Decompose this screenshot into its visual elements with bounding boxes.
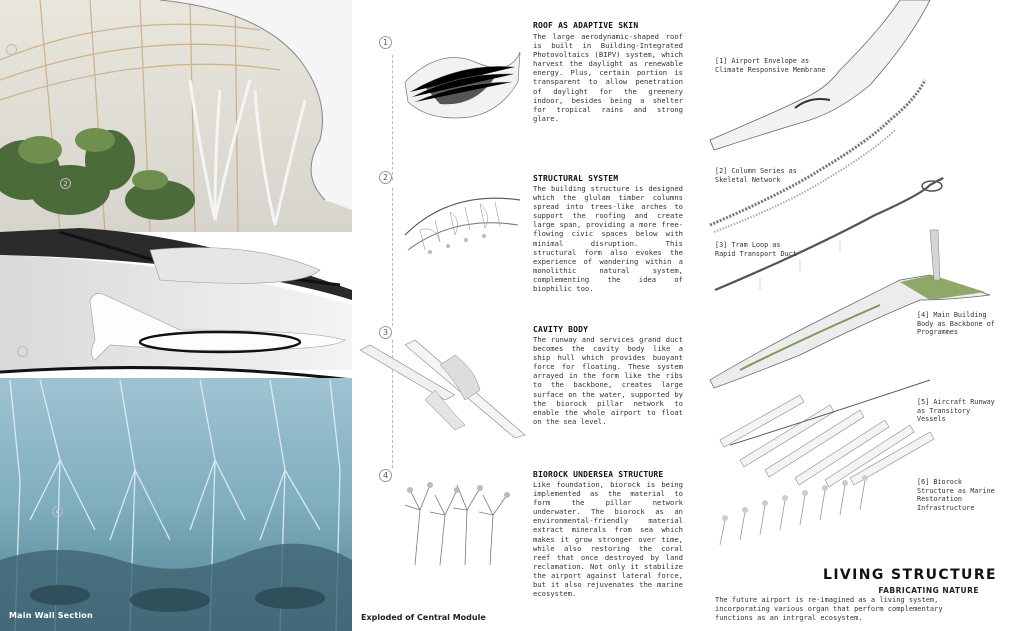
block-body-roof: The large aerodynamic-shaped roof is built in Building-Integrated Photovoltaics (BIPV) system, which harvest the daylight as renewable energy. Plus, certain portion is transparent to allow penetration of daylight for the greenery indoor, besides being a shelter for tropical rains and strong glare. xyxy=(533,32,683,123)
layer-label-main-body: [4] Main Building Body as Backbone of Programmes xyxy=(917,311,995,336)
biorock-drawing xyxy=(395,470,520,570)
block-body-structure: The building structure is designed which the glulam timber columns spread into trees-like arches to support the roofing and create large span, providing a more free-flowing civic spaces below with minimal disruption. This structural form also evokes the experience of wandering within a monolithic natural system, complementing the idea of biophilic too. xyxy=(533,184,683,294)
layer-label-columns: [2] Column Series as Skeletal Network xyxy=(715,167,797,184)
living-structure-description: The future airport is re-imagined as a living system, incorporating various organ that perform complementary functions as an intrgral ecosystem. xyxy=(715,596,943,622)
section-marker-3: 3 xyxy=(17,346,28,357)
step-marker-1: 1 xyxy=(379,36,392,49)
section-marker-1: 1 xyxy=(6,44,17,55)
main-wall-section-illustration xyxy=(0,0,352,631)
dashed-leader-line xyxy=(392,188,393,326)
layered-axonometric-drawing xyxy=(700,0,1020,560)
block-title-cavity: CAVITY BODY xyxy=(533,325,589,334)
living-structure-title: LIVING STRUCTURE xyxy=(823,567,997,583)
layer-label-biorock: [6] Biorock Structure as Marine Restoration Infrastructure xyxy=(917,478,995,512)
section-caption: Main Wall Section xyxy=(9,611,93,620)
block-body-cavity: The runway and services grand duct becomes the cavity body like a ship hull which provides buoyant force for floating. These system arrayed in the form like the ribs to the backbone, creates large surface on the water, supported by the biorock pillar network to enable the whole airport to float on the sea level. xyxy=(533,335,683,426)
layer-label-tram: [3] Tram Loop as Rapid Transport Duct xyxy=(715,241,797,258)
structural-system-drawing xyxy=(400,180,525,270)
cavity-body-drawing xyxy=(355,330,530,440)
living-structure-subtitle: FABRICATING NATURE xyxy=(878,586,979,595)
roof-skin-drawing xyxy=(400,42,525,137)
section-marker-2: 2 xyxy=(60,178,71,189)
block-body-biorock: Like foundation, biorock is being implemented as the material to form the pillar network underwater. The biorock as an environmental-friendly material extract minerals from sea which makes it grow stronger over time, while also restoring the coral reef that once destroyed by land reclamation. Not only it stabilize the airport against lateral force, but it also rejuvenates the marine ecosystem. xyxy=(533,480,683,599)
block-title-roof: ROOF AS ADAPTIVE SKIN xyxy=(533,21,639,30)
dashed-leader-line xyxy=(392,55,393,180)
block-title-biorock: BIOROCK UNDERSEA STRUCTURE xyxy=(533,470,664,479)
section-marker-4: 4 xyxy=(52,506,63,517)
wall-section-render xyxy=(0,0,352,631)
exploded-caption: Exploded of Central Module xyxy=(361,613,486,622)
step-marker-2: 2 xyxy=(379,171,392,184)
block-title-structure: STRUCTURAL SYSTEM xyxy=(533,174,619,183)
step-marker-4: 4 xyxy=(379,469,392,482)
step-marker-3: 3 xyxy=(379,326,392,339)
layer-label-envelope: [1] Airport Envelope as Climate Responsive Membrane xyxy=(715,57,826,74)
layer-label-runway: [5] Aircraft Runway as Transitory Vessels xyxy=(917,398,995,423)
